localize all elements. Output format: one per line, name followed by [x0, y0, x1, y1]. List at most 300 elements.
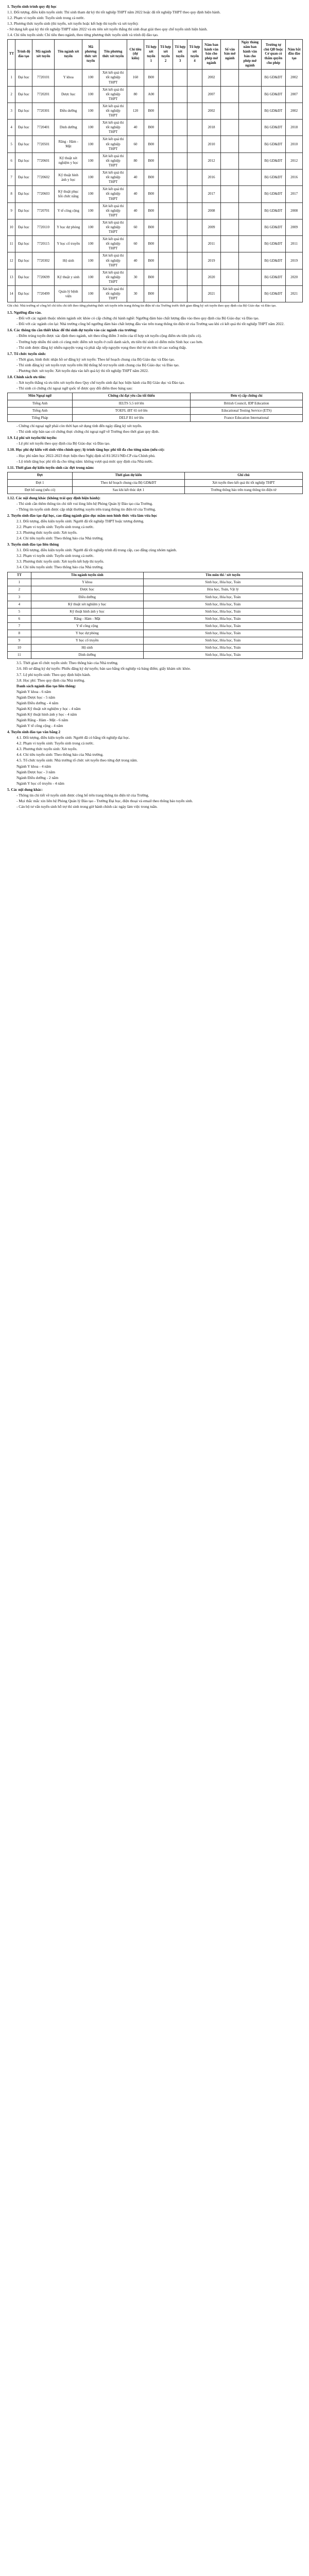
table-cell: 100	[82, 152, 99, 169]
table-cell: 100	[82, 70, 99, 86]
list-item: Ngành Dược học - 5 năm	[16, 694, 56, 700]
table-cell: 3	[8, 594, 31, 601]
table-cell: 100	[82, 286, 99, 302]
table-cell: 2011	[286, 236, 303, 252]
section-1-12-title: 1.12. Các nội dung khác (không trái quy định hiện hành):	[7, 495, 101, 500]
table-cell: 4	[8, 120, 15, 136]
table-cell: 7720110	[32, 219, 54, 235]
table-cell: 2021	[202, 286, 221, 302]
table-cell: Quản lý bệnh viện	[55, 286, 82, 302]
table-header-cell: Tổ hợp xét tuyển 4	[187, 40, 202, 70]
transfer-program-table	[7, 572, 303, 659]
section-5-title: 5. Các nội dung khác:	[7, 787, 43, 792]
table-header-cell: Trình độ đào tạo	[15, 40, 32, 70]
table-cell: Y tế công cộng	[31, 622, 143, 630]
table-cell	[158, 269, 173, 285]
table-cell: Tiếng Anh	[8, 400, 73, 407]
table-header-cell: Số văn bản mở ngành	[221, 40, 239, 70]
admission-schedule-table	[7, 472, 303, 494]
table-row	[8, 269, 303, 285]
table-cell: 40	[127, 202, 144, 219]
table-cell: Y học dự phòng	[55, 219, 82, 235]
section-3-title: 3. Tuyển sinh đào tạo liên thông	[7, 542, 59, 547]
table-cell: 3	[8, 103, 15, 119]
table-cell: Kỹ thuật xét nghiệm y học	[55, 152, 82, 169]
table-cell: 7	[8, 622, 31, 630]
table-cell: B00	[144, 152, 158, 169]
section-1-intro-paragraph: - Sử dụng kết quả kỳ thi tốt nghiệp THPT năm 2022 và ưu tiên xét tuyển thẳng thí sinh đoạt giải theo quy chế tuyển sinh hiện hành.	[7, 27, 208, 32]
table-cell: Bộ GD&ĐT	[261, 236, 286, 252]
table-header-cell: Đợt	[8, 472, 73, 479]
table-cell: Trường thông báo trên trang thông tin điện tử	[184, 486, 302, 494]
table-cell: Đại học	[15, 152, 32, 169]
table-cell: 2010	[286, 136, 303, 152]
table-cell	[239, 202, 261, 219]
table-cell: 60	[127, 236, 144, 252]
table-row	[8, 286, 303, 302]
section-4-title: 4. Tuyển sinh đào tạo văn bằng 2	[7, 730, 61, 735]
table-header-cell: Tổ hợp xét tuyển 1	[144, 40, 158, 70]
section-1-5-title: 1.5. Ngưỡng đầu vào.	[7, 310, 42, 315]
table-cell: Xét kết quả thi tốt nghiệp THPT	[99, 70, 127, 86]
table-cell	[221, 152, 239, 169]
table-cell	[221, 236, 239, 252]
table-header-cell: Tổ hợp xét tuyển 2	[158, 40, 173, 70]
section-4-paragraph: 4.2. Phạm vi tuyển sinh: Tuyển sinh trong cả nước.	[16, 741, 94, 746]
section-5-paragraph: - Mọi thắc mắc xin liên hệ Phòng Quản lý Đào tạo - Trường Đại học, điện thoại và email theo thông báo tuyển sinh.	[16, 798, 193, 803]
table-cell: Y học cổ truyền	[31, 637, 143, 645]
table-cell: 7720302	[32, 252, 54, 269]
section-1-intro-paragraph: 1.4. Chỉ tiêu tuyển sinh: Chỉ tiêu theo ngành, theo từng phương thức tuyển sinh và trình độ đào tạo.	[7, 32, 159, 38]
table-cell: 2016	[202, 170, 221, 186]
table-cell: Dinh dưỡng	[55, 120, 82, 136]
list-item: Ngành Điều dưỡng - 4 năm	[16, 700, 59, 705]
section-3-after-paragraph: 3.5. Thời gian tổ chức tuyển sinh: Theo thông báo của Nhà trường.	[16, 660, 118, 666]
table-cell: British Council, IDP Education	[191, 400, 303, 407]
table-header-cell: Mã ngành xét tuyển	[32, 40, 54, 70]
table-cell: B00	[144, 236, 158, 252]
table-row	[8, 622, 303, 630]
table-cell: 2020	[286, 269, 303, 285]
section-1-8-after-paragraph: - Chứng chỉ ngoại ngữ phải còn thời hạn sử dụng tính đến ngày đăng ký xét tuyển.	[16, 423, 142, 429]
table-row	[8, 630, 303, 637]
table-cell	[158, 219, 173, 235]
table-cell: Đại học	[15, 252, 32, 269]
section-1-6-title: 1.6. Các thông tin cần thiết khác để thí sinh dự tuyển vào các ngành của trường:	[7, 328, 138, 333]
table-row	[8, 136, 303, 152]
table-cell: 40	[127, 120, 144, 136]
table-cell: 2008	[202, 202, 221, 219]
table-cell: Y học cổ truyền	[55, 236, 82, 252]
table-header-cell: Chứng chỉ đạt yêu cầu tối thiểu	[73, 393, 191, 400]
table-cell: 11	[8, 236, 15, 252]
section-1-intro	[7, 10, 303, 38]
table-cell	[173, 236, 187, 252]
section-4-paragraph: 4.3. Phương thức tuyển sinh: Xét tuyển.	[16, 747, 78, 752]
table-cell: 80	[127, 152, 144, 169]
table-cell	[173, 136, 187, 152]
table-cell: 100	[82, 120, 99, 136]
section-1-11-title: 1.11. Thời gian dự kiến tuyển sinh các đợt trong năm:	[7, 465, 94, 470]
table-cell: 2018	[202, 120, 221, 136]
table-cell: Bộ GD&ĐT	[261, 120, 286, 136]
table-cell: 2018	[286, 120, 303, 136]
table-cell: Xét kết quả thi tốt nghiệp THPT	[99, 103, 127, 119]
table-row	[8, 252, 303, 269]
table-cell: 1	[8, 70, 15, 86]
table-cell: 14	[8, 286, 15, 302]
table-header-cell: Thời gian dự kiến	[73, 472, 185, 479]
table-cell: Đại học	[15, 219, 32, 235]
table-cell: Bộ GD&ĐT	[261, 86, 286, 103]
table-cell: Bộ GD&ĐT	[261, 152, 286, 169]
table-cell	[187, 236, 202, 252]
table-cell: 5	[8, 136, 15, 152]
table-cell: 120	[127, 103, 144, 119]
table-cell	[221, 219, 239, 235]
table-cell	[239, 86, 261, 103]
table-cell	[239, 269, 261, 285]
list-item: Ngành Điều dưỡng - 2 năm	[16, 775, 59, 780]
table-cell: Xét kết quả thi tốt nghiệp THPT	[99, 86, 127, 103]
section-1-8-paragraph: - Xét tuyển thẳng và ưu tiên xét tuyển theo Quy chế tuyển sinh đại học hiện hành của Bộ Giáo dục và Đào tạo.	[16, 380, 185, 385]
table-cell: 6	[8, 152, 15, 169]
section-2-paragraph: 2.2. Phạm vi tuyển sinh: Tuyển sinh trong cả nước.	[16, 524, 94, 530]
table-cell: Xét kết quả thi tốt nghiệp THPT	[99, 286, 127, 302]
table-cell	[221, 202, 239, 219]
section-1-6-paragraph: - Trường hợp nhiều thí sinh có cùng mức điểm xét tuyển ở cuối danh sách, ưu tiên thí sinh có điểm môn Sinh học cao hơn.	[16, 339, 203, 344]
table-cell	[239, 252, 261, 269]
table-cell: Kỹ thuật hình ảnh y học	[55, 170, 82, 186]
table-cell: Đại học	[15, 202, 32, 219]
list-item: Ngành Kỹ thuật hình ảnh y học - 4 năm	[16, 711, 77, 717]
table-cell	[187, 286, 202, 302]
list-item: Ngành Y tế công cộng - 4 năm	[16, 723, 63, 728]
table-cell: Sinh học, Hóa học, Toán	[143, 637, 302, 645]
table-cell: Xét tuyển theo kết quả thi tốt nghiệp THPT	[184, 479, 302, 486]
table-cell	[158, 170, 173, 186]
section-3-after-paragraph: 3.6. Hồ sơ đăng ký dự tuyển: Phiếu đăng ký dự tuyển; bản sao bằng tốt nghiệp và bảng điểm; giấy khám sức khỏe.	[16, 666, 191, 671]
table-header-cell: Ghi chú	[184, 472, 302, 479]
table-cell: Tiếng Pháp	[8, 415, 73, 422]
section-2-title: 2. Tuyển sinh đào tạo đại học, cao đẳng ngành giáo dục mầm non hình thức vừa làm vừa học	[7, 513, 158, 518]
table-header-row	[8, 40, 303, 70]
table-cell	[239, 186, 261, 202]
list-item: Ngành Y khoa - 4 năm	[16, 764, 51, 769]
table-cell: 2009	[202, 219, 221, 235]
table-header-cell: Mã phương thức xét tuyển	[82, 40, 99, 70]
table-row	[8, 152, 303, 169]
table-cell: Y tế công cộng	[55, 202, 82, 219]
table-cell	[173, 219, 187, 235]
table-cell: Xét kết quả thi tốt nghiệp THPT	[99, 269, 127, 285]
table-cell: A00	[144, 86, 158, 103]
transfer-list-title: Danh sách ngành đào tạo liên thông:	[16, 683, 76, 688]
table-cell: Xét kết quả thi tốt nghiệp THPT	[99, 186, 127, 202]
table-cell: Y khoa	[55, 70, 82, 86]
document-page	[0, 0, 309, 816]
section-1-7-title: 1.7. Tổ chức tuyển sinh:	[7, 351, 46, 356]
table-cell: Đại học	[15, 120, 32, 136]
table-cell: Bộ GD&ĐT	[261, 286, 286, 302]
table-cell	[173, 86, 187, 103]
table-cell: Răng - Hàm - Mặt	[31, 615, 143, 622]
table-cell	[173, 252, 187, 269]
section-4-paragraph: 4.5. Tổ chức tuyển sinh: Nhà trường tổ chức xét tuyển theo từng đợt trong năm.	[16, 758, 138, 763]
table-row	[8, 120, 303, 136]
table-cell: 7	[8, 170, 15, 186]
table-cell	[158, 152, 173, 169]
table-row	[8, 236, 303, 252]
table-row	[8, 637, 303, 645]
table-cell: 2009	[286, 219, 303, 235]
list-item: Ngành Răng - Hàm - Mặt - 6 năm	[16, 718, 68, 723]
table-cell: Bộ GD&ĐT	[261, 269, 286, 285]
table-cell: Bộ GD&ĐT	[261, 136, 286, 152]
section-1-5-paragraph: - Đối với các ngành còn lại: Nhà trường công bố ngưỡng đảm bảo chất lượng đầu vào trên trang thông tin điện tử của Trường sau khi có kết quả thi tốt nghiệp THPT năm 2022.	[16, 321, 285, 327]
section-1-8-title: 1.8. Chính sách ưu tiên:	[7, 374, 46, 379]
section-5-paragraph: - Thông tin chi tiết về tuyển sinh được công bố trên trang thông tin điện tử của Trường.	[16, 792, 149, 798]
table-cell: 7720499	[32, 286, 54, 302]
table-cell: Educational Testing Service (ETS)	[191, 408, 303, 415]
section-3-paragraph: 3.2. Phạm vi tuyển sinh: Tuyển sinh trong cả nước.	[16, 553, 94, 558]
table-cell	[158, 120, 173, 136]
table-cell: Kỹ thuật phục hồi chức năng	[55, 186, 82, 202]
section-3-paragraph: 3.1. Đối tượng, điều kiện tuyển sinh: Người đã tốt nghiệp trình độ trung cấp, cao đẳng cùng nhóm ngành.	[16, 548, 177, 553]
table-cell	[158, 70, 173, 86]
table-cell	[221, 186, 239, 202]
table-cell	[158, 252, 173, 269]
table-cell: 7720115	[32, 236, 54, 252]
table-cell: France Education International	[191, 415, 303, 422]
table-cell: 100	[82, 269, 99, 285]
table-cell: B00	[144, 186, 158, 202]
table-cell: Đại học	[15, 103, 32, 119]
table-cell: Dược học	[55, 86, 82, 103]
admission-quota-table	[7, 39, 303, 302]
table-cell	[239, 70, 261, 86]
table-cell: 2010	[202, 136, 221, 152]
table-cell	[158, 236, 173, 252]
section-4-paragraph: 4.1. Đối tượng, điều kiện tuyển sinh: Người đã có bằng tốt nghiệp đại học.	[16, 735, 130, 740]
table-cell: 2007	[286, 86, 303, 103]
table-header-cell: Đơn vị cấp chứng chỉ	[191, 393, 303, 400]
section-1-title: 1. Tuyển sinh trình quy độ học	[7, 4, 57, 9]
section-5-paragraph: - Cán bộ tư vấn tuyển sinh hỗ trợ thí sinh trong giờ hành chính các ngày làm việc trong tuần.	[16, 804, 158, 809]
table-header-cell: Tên ngành tuyển sinh	[31, 572, 143, 579]
section-1-intro-paragraph: 1.1. Đối tượng, điều kiện tuyển sinh: Thí sinh tham dự kỳ thi tốt nghiệp THPT năm 2022 hoặc đã tốt nghiệp THPT theo quy định hiện hành.	[7, 10, 221, 15]
table-cell	[173, 120, 187, 136]
table-cell	[239, 103, 261, 119]
table-cell: B00	[144, 70, 158, 86]
table-cell: Dược học	[31, 586, 143, 594]
table-cell: 7720603	[32, 186, 54, 202]
table-cell: Đại học	[15, 186, 32, 202]
table-cell: Bộ GD&ĐT	[261, 170, 286, 186]
table-cell	[187, 269, 202, 285]
table-cell: 2019	[202, 252, 221, 269]
table-cell: 7720601	[32, 152, 54, 169]
section-1-10-paragraph: - Học phí năm học 2022-2023 thực hiện theo Nghị định số 81/2021/NĐ-CP của Chính phủ.	[16, 453, 156, 458]
table-cell	[239, 236, 261, 252]
table-cell: Xét kết quả thi tốt nghiệp THPT	[99, 202, 127, 219]
table-cell	[158, 86, 173, 103]
table-cell: TOEFL iBT 65 trở lên	[73, 408, 191, 415]
table-cell: 10	[8, 645, 31, 652]
table-cell	[239, 152, 261, 169]
table-cell: Kỹ thuật y sinh	[55, 269, 82, 285]
table-cell: Dinh dưỡng	[31, 652, 143, 659]
table-cell: Xét kết quả thi tốt nghiệp THPT	[99, 170, 127, 186]
table-cell: 30	[127, 269, 144, 285]
table-cell: 7720602	[32, 170, 54, 186]
list-item: Ngành Y khoa - 6 năm	[16, 689, 51, 694]
table-row	[8, 601, 303, 608]
table-header-cell: TT	[8, 40, 15, 70]
table-row	[8, 594, 303, 601]
table-cell: B00	[144, 136, 158, 152]
table-cell: B00	[144, 252, 158, 269]
table-cell: 160	[127, 70, 144, 86]
table-header-row	[8, 572, 303, 579]
table-cell: Sinh học, Hóa học, Toán	[143, 645, 302, 652]
table-cell: 2002	[202, 70, 221, 86]
table-cell: B00	[144, 219, 158, 235]
table-cell: 2011	[202, 236, 221, 252]
table-cell: Sinh học, Hóa học, Toán	[143, 630, 302, 637]
table-cell: 60	[127, 219, 144, 235]
table-cell: Sinh học, Hóa học, Toán	[143, 652, 302, 659]
table-cell	[187, 202, 202, 219]
table-cell: Sau khi kết thúc đợt 1	[73, 486, 185, 494]
table-cell	[221, 70, 239, 86]
table-cell: 2020	[202, 269, 221, 285]
table-cell: Sinh học, Hóa học, Toán	[143, 615, 302, 622]
table-cell: 13	[8, 269, 15, 285]
section-1-8-after-paragraph: - Thí sinh nộp bản sao có chứng thực chứng chỉ ngoại ngữ về Trường theo thời gian quy định.	[16, 429, 160, 434]
table-cell	[173, 152, 187, 169]
section-1-12-paragraph: - Thông tin tuyển sinh được cập nhật thường xuyên trên trang thông tin điện tử của Trường.	[16, 506, 156, 512]
section-3-paragraph: 3.3. Phương thức tuyển sinh: Xét tuyển kết hợp thi tuyển.	[16, 559, 104, 564]
table-cell	[187, 186, 202, 202]
table-cell	[187, 170, 202, 186]
table-cell: 40	[127, 170, 144, 186]
section-1-intro-paragraph: 1.2. Phạm vi tuyển sinh: Tuyển sinh trong cả nước.	[7, 15, 85, 21]
section-1-9-paragraph: - Lệ phí xét tuyển theo quy định của Bộ Giáo dục và Đào tạo.	[16, 441, 111, 446]
section-1-10-title: 1.10. Học phí dự kiến với sinh viên chính quy; lộ trình tăng học phí tối đa cho từng năm (nếu có):	[7, 447, 165, 452]
table-cell	[239, 170, 261, 186]
table-cell	[158, 136, 173, 152]
table-cell: 2017	[202, 186, 221, 202]
table-row	[8, 486, 303, 494]
table-cell	[173, 186, 187, 202]
table-cell	[239, 136, 261, 152]
table-header-cell: TT	[8, 572, 31, 579]
table-cell: 100	[82, 136, 99, 152]
table-cell: 7720401	[32, 120, 54, 136]
table-cell: Đại học	[15, 136, 32, 152]
table-cell: 12	[8, 252, 15, 269]
section-1-intro-paragraph: 1.3. Phương thức tuyển sinh (thi tuyển, xét tuyển hoặc kết hợp thi tuyển và xét tuyển):	[7, 21, 139, 26]
table-cell	[239, 120, 261, 136]
table-cell: Xét kết quả thi tốt nghiệp THPT	[99, 136, 127, 152]
table-cell	[221, 269, 239, 285]
table-row	[8, 579, 303, 586]
table-cell: 2002	[202, 103, 221, 119]
table-header-cell: Tên môn thi / xét tuyển	[143, 572, 302, 579]
table-cell: 2017	[286, 186, 303, 202]
table-cell: 5	[8, 608, 31, 615]
table-cell: Điều dưỡng	[31, 594, 143, 601]
section-1-7-paragraph: - Thời gian, hình thức nhận hồ sơ đăng ký xét tuyển: Theo kế hoạch chung của Bộ Giáo dục và Đào tạo.	[16, 357, 175, 362]
table-header-cell: Năm ban hành văn bản cho phép mở ngành	[202, 40, 221, 70]
table-cell: 9	[8, 637, 31, 645]
table-cell: 2002	[286, 70, 303, 86]
table-cell	[221, 136, 239, 152]
table-cell	[173, 103, 187, 119]
table-cell: 2012	[286, 152, 303, 169]
table-header-row	[8, 472, 303, 479]
table-cell: Điều dưỡng	[55, 103, 82, 119]
table-cell: 10	[8, 219, 15, 235]
table-cell: B00	[144, 269, 158, 285]
table-cell: Sinh học, Hóa học, Toán	[143, 608, 302, 615]
table-cell	[187, 103, 202, 119]
table-cell	[221, 120, 239, 136]
table-cell: IELTS 5.5 trở lên	[73, 400, 191, 407]
table-cell: 60	[127, 136, 144, 152]
table-cell	[221, 286, 239, 302]
table-header-row	[8, 393, 303, 400]
table-cell: Y khoa	[31, 579, 143, 586]
table-cell: Đại học	[15, 70, 32, 86]
table-row	[8, 586, 303, 594]
table-cell	[173, 286, 187, 302]
table-cell	[239, 286, 261, 302]
table-cell: Đại học	[15, 86, 32, 103]
table-cell: Đại học	[15, 236, 32, 252]
table-row	[8, 202, 303, 219]
table-cell: Xét kết quả thi tốt nghiệp THPT	[99, 152, 127, 169]
section-2-paragraph: 2.1. Đối tượng, điều kiện tuyển sinh: Người đã tốt nghiệp THPT hoặc tương đương.	[16, 518, 144, 523]
table-cell: Xét kết quả thi tốt nghiệp THPT	[99, 252, 127, 269]
table-cell: 7720701	[32, 202, 54, 219]
table-cell	[173, 70, 187, 86]
table-cell: 2016	[286, 170, 303, 186]
table-cell: Bộ GD&ĐT	[261, 252, 286, 269]
table-row	[8, 608, 303, 615]
section-1-6-paragraph: - Điểm trúng tuyển được xác định theo ngành, xét theo tổng điểm 3 môn của tổ hợp xét tuyển cộng điểm ưu tiên (nếu có).	[16, 333, 202, 338]
table-row	[8, 479, 303, 486]
table-cell: 30	[127, 286, 144, 302]
table-cell: Xét kết quả thi tốt nghiệp THPT	[99, 219, 127, 235]
table-row	[8, 408, 303, 415]
table-row	[8, 615, 303, 622]
section-1-7-paragraph: - Phương thức xét tuyển: Xét tuyển dựa vào kết quả kỳ thi tốt nghiệp THPT năm 2022.	[16, 368, 149, 373]
table-cell: 4	[8, 601, 31, 608]
table-cell: 100	[82, 170, 99, 186]
section-1-12-paragraph: - Thí sinh cần thêm thông tin chi tiết vui lòng liên hệ Phòng Quản lý Đào tạo của Trường.	[16, 501, 153, 506]
table-cell: Sinh học, Hóa học, Toán	[143, 622, 302, 630]
table-cell: 7720201	[32, 86, 54, 103]
table-cell: 6	[8, 615, 31, 622]
table-header-cell: Môn Ngoại ngữ	[8, 393, 73, 400]
table-cell: 7720699	[32, 269, 54, 285]
table-cell: 8	[8, 186, 15, 202]
table-cell: Y học dự phòng	[31, 630, 143, 637]
table-cell: Bộ GD&ĐT	[261, 70, 286, 86]
table-header-cell: Ngày tháng năm ban hành văn bản cho phép mở ngành	[239, 40, 261, 70]
